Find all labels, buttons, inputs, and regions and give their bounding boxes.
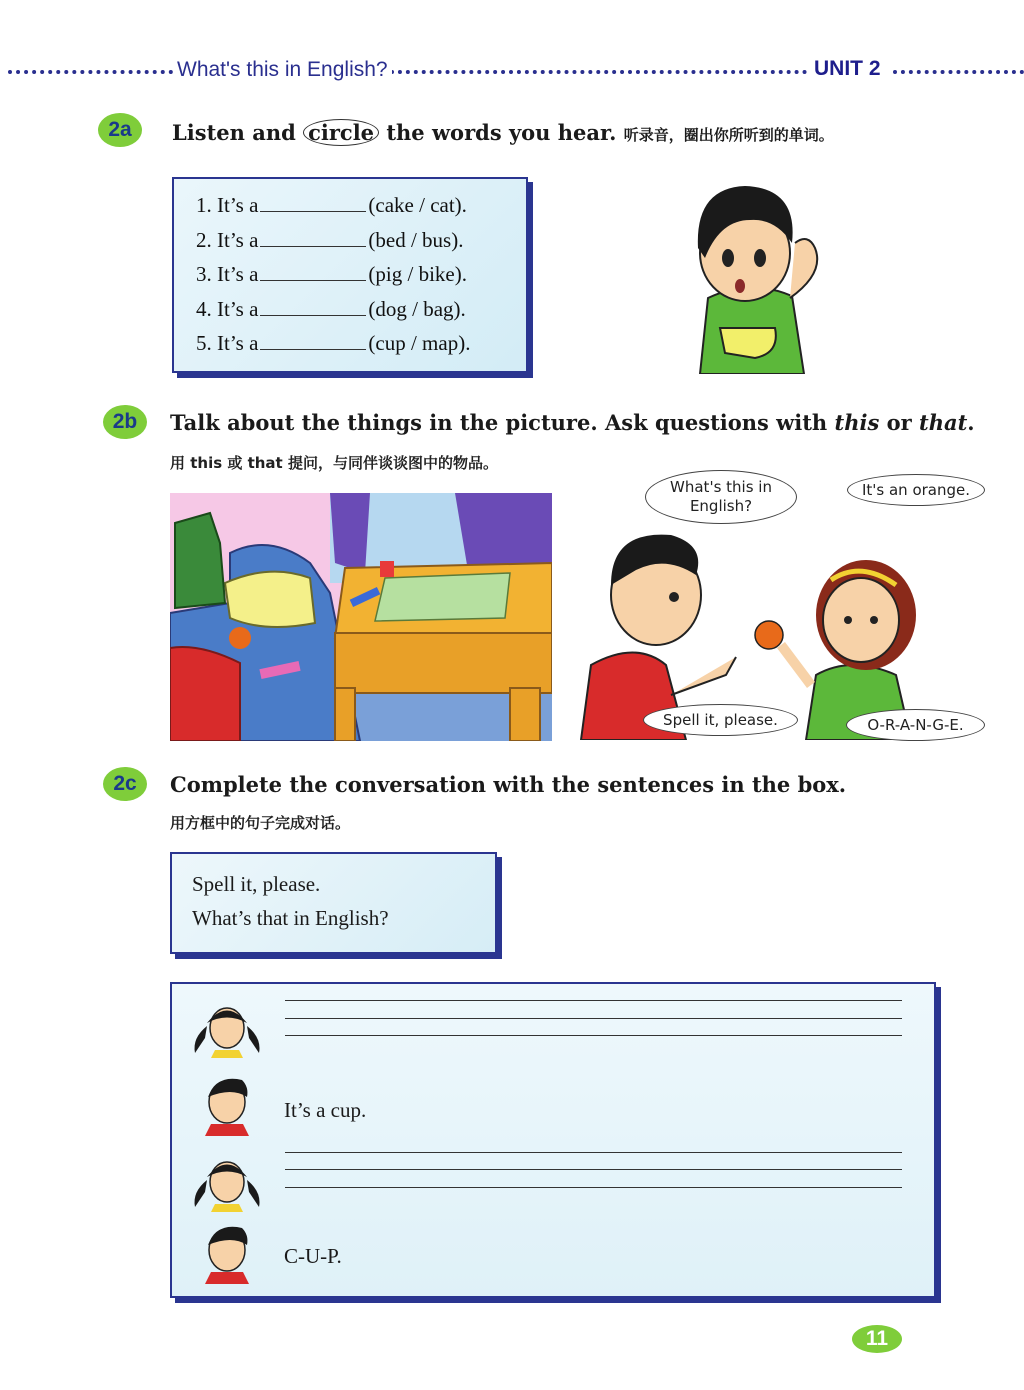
- header-dots-middle: [390, 70, 815, 74]
- exercise-2a-item-5: 5. It’s a (cup / map).: [196, 331, 471, 355]
- answer-blank[interactable]: [260, 226, 366, 247]
- instruction-2a: Listen and circle the words you hear. 听录音，圈出你所听到的单词。: [172, 120, 834, 145]
- boy-avatar: [197, 1072, 257, 1136]
- write-line[interactable]: [285, 1000, 902, 1001]
- page-number: 11: [852, 1325, 902, 1353]
- section-badge-2b: 2b: [103, 405, 147, 439]
- boy-avatar: [197, 1220, 257, 1284]
- header-title: What's this in English?: [173, 58, 392, 82]
- instruction-2c: Complete the conversation with the sentences in the box.: [170, 772, 847, 797]
- header-unit: UNIT 2: [810, 57, 885, 81]
- box-sentence-1: Spell it, please.: [192, 872, 321, 896]
- exercise-2a-item-1: 1. It’s a (cake / cat).: [196, 193, 467, 217]
- write-line[interactable]: [285, 1187, 902, 1188]
- section-badge-2a: 2a: [98, 113, 142, 147]
- write-line[interactable]: [285, 1152, 902, 1153]
- speech-bubble-question: What's this in English?: [645, 470, 797, 524]
- girl-avatar: [187, 1152, 267, 1212]
- exercise-2a-item-3: 3. It’s a (pig / bike).: [196, 262, 467, 286]
- header-dots-right: [893, 70, 1024, 74]
- instruction-2c-cn: 用方框中的句子完成对话。: [170, 814, 351, 832]
- write-line[interactable]: [285, 1035, 902, 1036]
- speech-bubble-request: Spell it, please.: [643, 704, 798, 736]
- write-line[interactable]: [285, 1018, 902, 1019]
- answer-blank[interactable]: [260, 260, 366, 281]
- conversation-line-2: It’s a cup.: [284, 1098, 367, 1122]
- exercise-2a-box: [172, 177, 528, 373]
- conversation-panel: [170, 982, 936, 1298]
- exercise-2a-item-4: 4. It’s a (dog / bag).: [196, 297, 466, 321]
- instruction-2b-cn: 用 this 或 that 提问，与同伴谈谈图中的物品。: [170, 454, 498, 472]
- thinking-boy-illustration: [680, 178, 830, 374]
- write-line[interactable]: [285, 1169, 902, 1170]
- exercise-2a-item-2: 2. It’s a (bed / bus).: [196, 228, 464, 252]
- section-badge-2c: 2c: [103, 767, 147, 801]
- speech-bubble-answer: It's an orange.: [847, 474, 985, 506]
- box-sentence-2: What’s that in English?: [192, 906, 389, 930]
- header-dots-left: [8, 70, 173, 74]
- circle-word: circle: [303, 119, 379, 146]
- sentence-box: [170, 852, 497, 954]
- answer-blank[interactable]: [260, 329, 366, 350]
- answer-blank[interactable]: [260, 191, 366, 212]
- instruction-2b: Talk about the things in the picture. Ask questions with this or that.: [170, 410, 975, 435]
- speech-bubble-spelling: O-R-A-N-G-E.: [846, 709, 985, 741]
- girl-avatar: [187, 998, 267, 1058]
- answer-blank[interactable]: [260, 295, 366, 316]
- bedroom-illustration: [170, 493, 552, 741]
- conversation-line-4: C-U-P.: [284, 1244, 342, 1268]
